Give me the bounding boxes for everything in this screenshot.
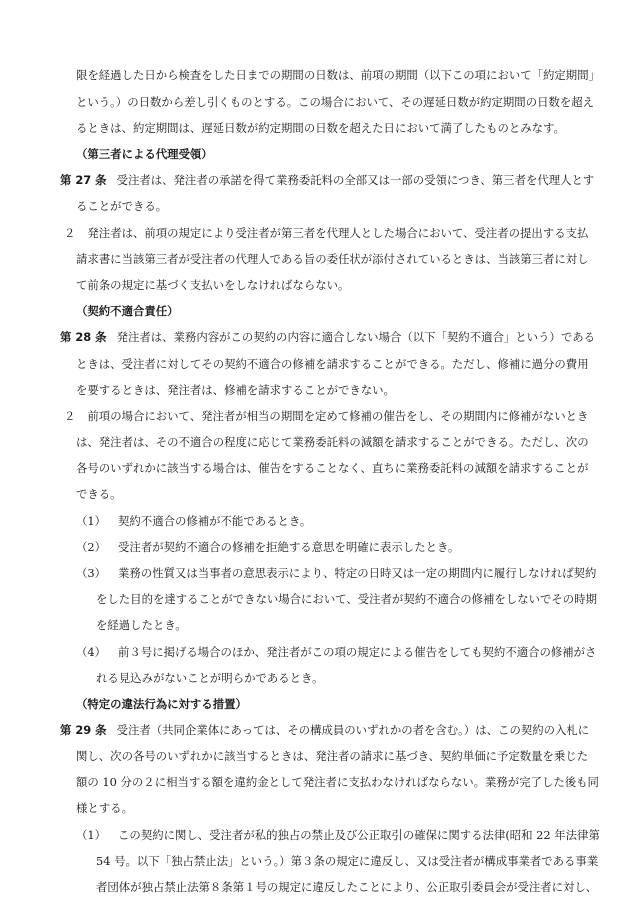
body-line: 者団体が独占禁止法第８条第１号の規定に違反したことにより、公正取引委員会が受注者に対し、 bbox=[96, 880, 598, 894]
item-number: （1） bbox=[76, 514, 107, 528]
body-line: 様とする。 bbox=[76, 801, 133, 815]
body-line: を経過したとき。 bbox=[96, 618, 187, 632]
article-number: 第 28 条 bbox=[60, 330, 107, 344]
section-heading: （第三者による代理受領） bbox=[76, 147, 213, 161]
paragraph-number: ２ bbox=[64, 409, 76, 423]
section-heading: （契約不適合責任） bbox=[76, 304, 179, 318]
body-line: れる見込みがないことが明らかであるとき。 bbox=[96, 671, 324, 685]
item-line: （2） 受注者が契約不適合の修補を拒絶する意思を明確に表示したとき。 bbox=[76, 540, 460, 554]
body-line: ることができる。 bbox=[76, 199, 168, 213]
body-line: 額の 10 分の２に相当する額を違約金として発注者に支払わなければならない。業務が完了した後も同 bbox=[76, 775, 599, 789]
body-line: て前条の規定に基づく支払いをしなければならない。 bbox=[76, 278, 350, 292]
item-number: （2） bbox=[76, 540, 107, 554]
body-line: 54 号。以下「独占禁止法」という。）第３条の規定に違反し、又は受注者が構成事業者である事業 bbox=[96, 854, 599, 868]
item-number: （1） bbox=[76, 828, 107, 842]
paragraph-line: ２ 発注者は、前項の規定により受注者が第三者を代理人とした場合において、受注者の提出する支払 bbox=[64, 226, 589, 240]
item-line: （3） 業務の性質又は当事者の意思表示により、特定の日時又は一定の期間内に履行しなければ契約 bbox=[76, 566, 597, 580]
item-number: （4） bbox=[76, 645, 107, 659]
item-line: （4） 前３号に掲げる場合のほか、発注者がこの項の規定による催告をしても契約不適合の修補がさ bbox=[76, 645, 597, 659]
paragraph-number: ２ bbox=[64, 226, 76, 240]
body-line: という。）の日数から差し引くものとする。この場合において、その遅延日数が約定期間の日数を超え bbox=[76, 95, 595, 109]
article-line: 第 27 条 受注者は、発注者の承諾を得て業務委託料の全部又は一部の受領につき、第三者を代理人とす bbox=[60, 173, 595, 187]
body-line: ときは、受注者に対してその契約不適合の修補を請求することができる。ただし、修補に過分の費用 bbox=[76, 357, 589, 371]
item-line: （1） 契約不適合の修補が不能であるとき。 bbox=[76, 514, 312, 528]
body-line: 各号のいずれかに該当する場合は、催告をすることなく、直ちに業務委託料の減額を請求することが bbox=[76, 461, 589, 475]
body-line: 請求書に当該第三者が受注者の代理人である旨の委任状が添付されているときは、当該第三者に対し bbox=[76, 252, 589, 266]
body-line: るときは、約定期間は、遅延日数が約定期間の日数を超えた日において満了したものとみなす。 bbox=[76, 121, 565, 135]
body-line: を要するときは、発注者は、修補を請求することができない。 bbox=[76, 383, 395, 397]
paragraph-line: ２ 前項の場合において、発注者が相当の期間を定めて修補の催告をし、その期間内に修補がないとき bbox=[64, 409, 589, 423]
article-number: 第 27 条 bbox=[60, 173, 107, 187]
item-number: （3） bbox=[76, 566, 107, 580]
body-line: 関し、次の各号のいずれかに該当するときは、発注者の請求に基づき、契約単価に予定数量を乗じた bbox=[76, 749, 589, 763]
body-line: をした目的を達することができない場合において、受注者が契約不適合の修補をしないでその時期 bbox=[96, 592, 597, 606]
body-line: できる。 bbox=[76, 487, 122, 501]
article-number: 第 29 条 bbox=[60, 723, 107, 737]
body-line: は、発注者は、その不適合の程度に応じて業務委託料の減額を請求することができる。ただし、次の bbox=[76, 435, 589, 449]
article-line: 第 29 条 受注者（共同企業体にあっては、その構成員のいずれかの者を含む。）は、この契約の入札に bbox=[60, 723, 590, 737]
body-line: 限を経過した日から検査をした日までの期間の日数は、前項の期間（以下この項において「約定期間」 bbox=[76, 68, 600, 82]
item-line: （1） この契約に関し、受注者が私的独占の禁止及び公正取引の確保に関する法律(昭和 22 年法律第 bbox=[76, 828, 600, 842]
section-heading: （特定の違法行為に対する措置） bbox=[76, 697, 247, 711]
article-line: 第 28 条 発注者は、業務内容がこの契約の内容に適合しない場合（以下「契約不適合」という）である bbox=[60, 330, 595, 344]
